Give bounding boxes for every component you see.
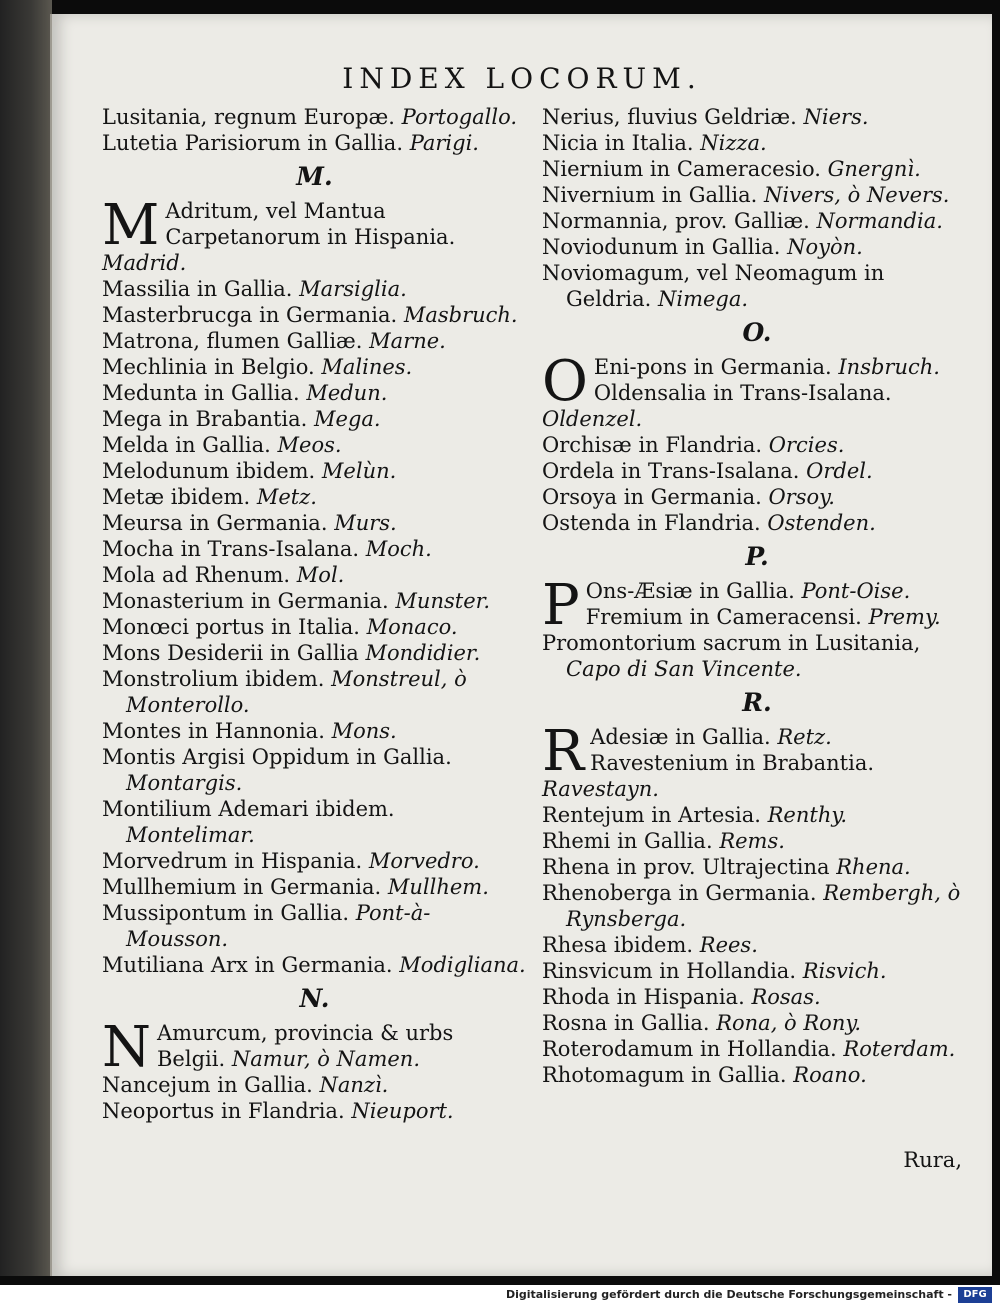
index-entry [542, 932, 972, 958]
entry-vernacular-name: Portogallo. [401, 105, 518, 129]
index-column-left [102, 104, 527, 1124]
entry-vernacular-name: Murs. [334, 511, 397, 535]
entry-vernacular-name: Capo di San Vincente. [566, 657, 802, 681]
index-entry [102, 276, 527, 302]
entry-vernacular-name: Madrid. [102, 251, 187, 275]
index-entry [102, 796, 527, 848]
entry-latin-name: Massilia in Gallia. [102, 277, 293, 301]
entry-vernacular-name: Orsoy. [768, 485, 835, 509]
index-entry [102, 900, 527, 952]
entry-latin-name: Meursa in Germania. [102, 511, 328, 535]
entry-latin-name: Nerius, fluvius Geldriæ. [542, 105, 797, 129]
drop-cap-initial: O [542, 349, 588, 414]
entry-vernacular-name: Masbruch. [403, 303, 518, 327]
entry-latin-name: Niernium in Cameracesio. [542, 157, 821, 181]
index-entry [542, 802, 972, 828]
entry-latin-name: Montis Argisi Oppidum in Gallia. [102, 745, 452, 769]
drop-cap-initial: N [102, 1015, 151, 1080]
entry-latin-name: Noviomagum, vel Neomagum in Geldria. [542, 261, 885, 311]
index-entry [102, 1015, 527, 1080]
entry-latin-name: Adesiæ in Gallia. [590, 725, 771, 749]
entry-vernacular-name: Nimega. [658, 287, 749, 311]
letter-heading: R. [742, 688, 772, 717]
entry-latin-name: Mega in Brabantia. [102, 407, 308, 431]
entry-latin-name: Matrona, flumen Galliæ. [102, 329, 363, 353]
index-entry [542, 432, 972, 458]
entry-vernacular-name: Roano. [793, 1063, 867, 1087]
entry-vernacular-name: Niers. [803, 105, 869, 129]
entry-latin-name: Rinsvicum in Hollandia. [542, 959, 796, 983]
entry-vernacular-name: Montelimar. [126, 823, 255, 847]
entry-vernacular-name: Rona, ò Rony. [716, 1011, 862, 1035]
index-entry [542, 854, 972, 880]
entry-vernacular-name: Malines. [321, 355, 413, 379]
letter-heading: O. [742, 318, 772, 347]
catchword: Rura, [903, 1148, 962, 1172]
entry-latin-name: Fremium in Cameracensi. [585, 605, 862, 629]
page-title: INDEX LOCORUM. [342, 62, 702, 95]
entry-vernacular-name: Nanzì. [319, 1073, 389, 1097]
entry-latin-name: Amurcum, provincia & urbs Belgii. [157, 1021, 454, 1071]
entry-latin-name: Nivernium in Gallia. [542, 183, 758, 207]
entry-latin-name: Adritum, vel Mantua Carpetanorum in Hispania. [165, 199, 456, 249]
entry-vernacular-name: Ravestayn. [542, 777, 659, 801]
entry-latin-name: Orchisæ in Flandria. [542, 433, 763, 457]
index-entry [102, 744, 527, 796]
entry-vernacular-name: Risvich. [802, 959, 887, 983]
drop-cap-initial: M [102, 193, 160, 258]
index-entry [542, 630, 972, 682]
index-entry [102, 1072, 527, 1098]
index-entry [542, 484, 972, 510]
index-entry [542, 458, 972, 484]
entry-vernacular-name: Mondidier. [365, 641, 481, 665]
entry-vernacular-name: Rosas. [751, 985, 821, 1009]
entry-latin-name: Rhena in prov. Ultrajectina [542, 855, 830, 879]
entry-vernacular-name: Marne. [369, 329, 446, 353]
entry-vernacular-name: Montargis. [126, 771, 243, 795]
index-entry [102, 354, 527, 380]
entry-vernacular-name: Modigliana. [399, 953, 526, 977]
entry-vernacular-name: Meos. [277, 433, 342, 457]
entry-latin-name: Normannia, prov. Galliæ. [542, 209, 810, 233]
entry-vernacular-name: Roterdam. [843, 1037, 956, 1061]
entry-latin-name: Rentejum in Artesia. [542, 803, 761, 827]
drop-cap-initial: R [542, 719, 585, 784]
entry-vernacular-name: Oldenzel. [542, 407, 643, 431]
entry-latin-name: Mola ad Rhenum. [102, 563, 291, 587]
index-entry [102, 874, 527, 900]
entry-latin-name: Masterbrucga in Germania. [102, 303, 398, 327]
entry-latin-name: Ordela in Trans-Isalana. [542, 459, 800, 483]
entry-vernacular-name: Monaco. [366, 615, 458, 639]
entry-latin-name: Mocha in Trans-Isalana. [102, 537, 360, 561]
entry-latin-name: Rhenoberga in Germania. [542, 881, 817, 905]
index-entry [102, 193, 527, 276]
entry-latin-name: Rhemi in Gallia. [542, 829, 713, 853]
index-column-right [542, 104, 972, 1088]
entry-vernacular-name: Morvedro. [368, 849, 480, 873]
index-entry [542, 130, 972, 156]
index-entry [542, 1010, 972, 1036]
index-entry [102, 718, 527, 744]
index-entry [542, 510, 972, 536]
index-entry [542, 958, 972, 984]
entry-latin-name: Monstrolium ibidem. [102, 667, 325, 691]
entry-latin-name: Medunta in Gallia. [102, 381, 300, 405]
index-entry [102, 406, 527, 432]
entry-vernacular-name: Moch. [365, 537, 432, 561]
entry-vernacular-name: Rees. [699, 933, 758, 957]
entry-latin-name: Ons-Æsiæ in Gallia. [585, 579, 795, 603]
entry-latin-name: Mussipontum in Gallia. [102, 901, 350, 925]
entry-vernacular-name: Renthy. [767, 803, 848, 827]
entry-vernacular-name: Pont-à-Mousson. [126, 901, 431, 951]
entry-latin-name: Oldensalia in Trans-Isalana. [593, 381, 892, 405]
book-page [50, 14, 992, 1276]
entry-vernacular-name: Mullhem. [387, 875, 489, 899]
entry-vernacular-name: Ostenden. [767, 511, 876, 535]
index-entry [102, 380, 527, 406]
index-entry [542, 1036, 972, 1062]
entry-vernacular-name: Retz. [777, 725, 832, 749]
entry-latin-name: Nancejum in Gallia. [102, 1073, 313, 1097]
entry-latin-name: Promontorium sacrum in Lusitania, [542, 631, 921, 655]
index-entry [542, 104, 972, 130]
entry-vernacular-name: Rhena. [836, 855, 911, 879]
entry-vernacular-name: Munster. [395, 589, 491, 613]
entry-vernacular-name: Nieuport. [351, 1099, 454, 1123]
entry-vernacular-name: Marsiglia. [299, 277, 407, 301]
entry-latin-name: Mullhemium in Germania. [102, 875, 382, 899]
entry-latin-name: Roterodamum in Hollandia. [542, 1037, 837, 1061]
index-entry [102, 614, 527, 640]
index-entry [542, 260, 972, 312]
entry-latin-name: Lutetia Parisiorum in Gallia. [102, 131, 403, 155]
entry-vernacular-name: Premy. [868, 605, 941, 629]
index-entry [102, 562, 527, 588]
entry-vernacular-name: Ordel. [806, 459, 873, 483]
entry-latin-name: Noviodunum in Gallia. [542, 235, 781, 259]
entry-vernacular-name: Nivers, ò Nevers. [764, 183, 950, 207]
entry-latin-name: Mons Desiderii in Gallia [102, 641, 359, 665]
entry-latin-name: Melodunum ibidem. [102, 459, 316, 483]
index-entry [542, 349, 972, 432]
entry-vernacular-name: Normandia. [816, 209, 943, 233]
entry-latin-name: Rhoda in Hispania. [542, 985, 745, 1009]
entry-vernacular-name: Melùn. [321, 459, 397, 483]
index-entry [542, 719, 972, 802]
index-entry [102, 952, 527, 978]
entry-latin-name: Ostenda in Flandria. [542, 511, 761, 535]
entry-latin-name: Rhesa ibidem. [542, 933, 694, 957]
entry-vernacular-name: Nizza. [700, 131, 767, 155]
index-entry [102, 666, 527, 718]
entry-latin-name: Rhotomagum in Gallia. [542, 1063, 787, 1087]
entry-latin-name: Eni-pons in Germania. [593, 355, 832, 379]
index-entry [542, 182, 972, 208]
funding-notice: Digitalisierung gefördert durch die Deutsche Forschungsgemeinschaft - [505, 1288, 952, 1301]
entry-vernacular-name: Mol. [296, 563, 345, 587]
index-entry [102, 640, 527, 666]
index-entry [542, 156, 972, 182]
index-entry [542, 828, 972, 854]
entry-latin-name: Montilium Ademari ibidem. [102, 797, 395, 821]
index-entry [102, 458, 527, 484]
letter-heading: N. [299, 984, 330, 1013]
entry-vernacular-name: Metz. [256, 485, 317, 509]
entry-latin-name: Neoportus in Flandria. [102, 1099, 345, 1123]
entry-vernacular-name: Parigi. [409, 131, 479, 155]
entry-vernacular-name: Mons. [331, 719, 397, 743]
index-entry [102, 328, 527, 354]
index-entry [102, 432, 527, 458]
entry-vernacular-name: Rems. [719, 829, 785, 853]
entry-vernacular-name: Rembergh, ò Rynsberga. [566, 881, 961, 931]
entry-latin-name: Ravestenium in Brabantia. [590, 751, 875, 775]
entry-latin-name: Mutiliana Arx in Germania. [102, 953, 393, 977]
index-entry [542, 1062, 972, 1088]
index-entry [102, 484, 527, 510]
entry-latin-name: Montes in Hannonia. [102, 719, 325, 743]
entry-latin-name: Mechlinia in Belgio. [102, 355, 315, 379]
entry-latin-name: Metæ ibidem. [102, 485, 251, 509]
entry-vernacular-name: Monstreul, ò Monterollo. [126, 667, 467, 717]
entry-latin-name: Lusitania, regnum Europæ. [102, 105, 395, 129]
index-entry [102, 1098, 527, 1124]
entry-latin-name: Nicia in Italia. [542, 131, 694, 155]
index-entry [102, 536, 527, 562]
entry-vernacular-name: Insbruch. [838, 355, 940, 379]
index-entry [102, 104, 527, 130]
entry-latin-name: Melda in Gallia. [102, 433, 271, 457]
entry-latin-name: Orsoya in Germania. [542, 485, 762, 509]
index-entry [542, 208, 972, 234]
index-entry [542, 984, 972, 1010]
index-entry [102, 130, 527, 156]
index-entry [102, 302, 527, 328]
entry-vernacular-name: Orcies. [768, 433, 845, 457]
entry-vernacular-name: Noyòn. [787, 235, 863, 259]
entry-vernacular-name: Namur, ò Namen. [231, 1047, 420, 1071]
entry-vernacular-name: Medun. [306, 381, 388, 405]
index-entry [542, 234, 972, 260]
dfg-logo: DFG [958, 1287, 992, 1303]
index-entry [542, 880, 972, 932]
index-entry [102, 848, 527, 874]
entry-latin-name: Rosna in Gallia. [542, 1011, 710, 1035]
footer-bar [0, 1285, 1000, 1307]
index-entry [542, 573, 972, 638]
scanner-edge [0, 0, 52, 1276]
entry-vernacular-name: Pont-Oise. [801, 579, 911, 603]
entry-latin-name: Monœci portus in Italia. [102, 615, 360, 639]
entry-latin-name: Morvedrum in Hispania. [102, 849, 363, 873]
entry-latin-name: Monasterium in Germania. [102, 589, 389, 613]
entry-vernacular-name: Mega. [314, 407, 381, 431]
index-entry [102, 588, 527, 614]
entry-vernacular-name: Gnergnì. [827, 157, 921, 181]
letter-heading: P. [745, 542, 769, 571]
index-entry [102, 510, 527, 536]
letter-heading: M. [296, 162, 333, 191]
drop-cap-initial: P [542, 573, 580, 638]
